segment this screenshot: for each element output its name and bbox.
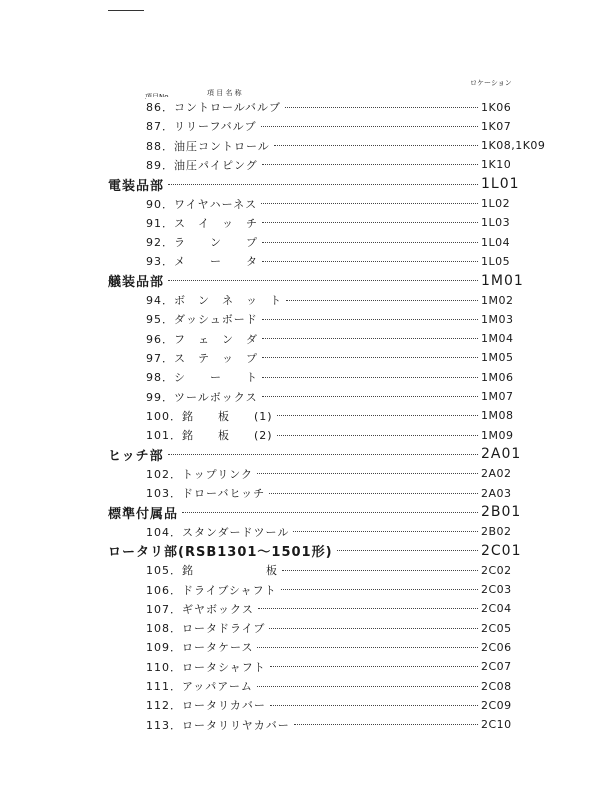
location-code: 1L05 xyxy=(481,254,511,268)
table-row xyxy=(0,290,612,310)
item-name: 94．ボ ン ネ ッ ト xyxy=(146,290,284,310)
location-code: 1M02 xyxy=(481,293,514,307)
table-row xyxy=(0,116,612,136)
location-code: 1M06 xyxy=(481,370,514,384)
table-row xyxy=(0,97,612,117)
dot-leader xyxy=(262,329,478,349)
item-name: 93．メ ー タ xyxy=(146,251,260,271)
dot-leader xyxy=(262,232,478,252)
section-row xyxy=(0,174,612,194)
item-name: 113．ロータリリヤカバー xyxy=(146,715,292,735)
section-row xyxy=(0,271,612,291)
dot-leader xyxy=(182,502,478,522)
dot-leader xyxy=(270,657,478,677)
table-row xyxy=(0,136,612,156)
item-name: 87．リリーフバルブ xyxy=(146,116,259,136)
table-row xyxy=(0,406,612,426)
location-code: 1K08,1K09 xyxy=(481,139,546,153)
location-code: 1K07 xyxy=(481,119,512,133)
header-location: ロケーション xyxy=(470,79,512,87)
dot-leader xyxy=(269,618,478,638)
item-name: 104．スタンダードツール xyxy=(146,522,291,542)
table-row xyxy=(0,348,612,368)
location-code: 2A03 xyxy=(481,486,512,500)
item-name: 91．ス イ ッ チ xyxy=(146,213,260,233)
item-name: 102．トップリンク xyxy=(146,464,255,484)
item-name: 106．ドライブシャフト xyxy=(146,580,279,600)
dot-leader xyxy=(168,174,478,194)
dot-leader xyxy=(261,116,478,136)
location-code: 2A02 xyxy=(481,467,512,481)
dot-leader xyxy=(293,522,478,542)
table-row xyxy=(0,657,612,677)
item-name: 97．ス テ ッ プ xyxy=(146,348,260,368)
dot-leader xyxy=(262,348,478,368)
dot-leader xyxy=(277,425,478,445)
location-code: 1M08 xyxy=(481,409,514,423)
dot-leader xyxy=(262,251,478,271)
location-code: 1M09 xyxy=(481,428,514,442)
section-title: 艤装品部 xyxy=(108,271,166,291)
table-row xyxy=(0,213,612,233)
table-row xyxy=(0,387,612,407)
table-row xyxy=(0,464,612,484)
dot-leader xyxy=(168,444,478,464)
dot-leader xyxy=(285,97,478,117)
dot-leader xyxy=(277,406,478,426)
section-row xyxy=(0,444,612,464)
table-row xyxy=(0,637,612,657)
location-code: 2C02 xyxy=(481,563,512,577)
location-code: 1L02 xyxy=(481,197,511,210)
dot-leader xyxy=(286,290,478,310)
table-row xyxy=(0,367,612,387)
item-name: 109．ロータケース xyxy=(146,637,255,657)
location-code: 2A01 xyxy=(481,446,522,463)
dot-leader xyxy=(257,637,478,657)
item-name: 95．ダッシュボード xyxy=(146,309,260,329)
section-row xyxy=(0,541,612,561)
location-code: 2B01 xyxy=(481,504,522,521)
dot-leader xyxy=(257,464,478,484)
dot-leader xyxy=(281,580,478,600)
table-row xyxy=(0,251,612,271)
item-name: 111．アッパアーム xyxy=(146,676,255,696)
dot-leader xyxy=(262,387,478,407)
table-row xyxy=(0,618,612,638)
dot-leader xyxy=(257,676,478,696)
table-row xyxy=(0,329,612,349)
location-code: 2C10 xyxy=(481,718,512,732)
location-code: 2C03 xyxy=(481,583,512,596)
location-code: 2C07 xyxy=(481,660,512,674)
item-name: 88．油圧コントロール xyxy=(146,136,272,156)
section-title: ロータリ部(RSB1301～1501形) xyxy=(108,541,335,561)
location-code: 1M03 xyxy=(481,312,514,326)
item-name: 99．ツールボックス xyxy=(146,387,260,407)
location-code: 1M04 xyxy=(481,332,514,346)
location-code: 1L01 xyxy=(481,176,520,193)
table-row xyxy=(0,522,612,542)
item-name: 110．ロータシャフト xyxy=(146,657,268,677)
location-code: 2C06 xyxy=(481,640,512,654)
item-name: 108．ロータドライブ xyxy=(146,618,267,638)
section-title: 電装品部 xyxy=(108,174,166,194)
dot-leader xyxy=(294,715,478,735)
dot-leader xyxy=(262,155,478,175)
table-row xyxy=(0,232,612,252)
table-row xyxy=(0,309,612,329)
table-row xyxy=(0,676,612,696)
item-name: 112．ロータリカバー xyxy=(146,695,268,715)
item-name: 107．ギヤボックス xyxy=(146,599,256,619)
dot-leader xyxy=(262,367,478,387)
dot-leader xyxy=(262,309,478,329)
location-code: 1K06 xyxy=(481,100,512,114)
section-row xyxy=(0,502,612,522)
item-name: 89．油圧パイピング xyxy=(146,155,260,175)
location-code: 1K10 xyxy=(481,158,512,172)
dot-leader xyxy=(337,541,478,561)
table-row xyxy=(0,483,612,503)
table-row xyxy=(0,599,612,619)
dot-leader xyxy=(261,194,478,214)
location-code: 2B02 xyxy=(481,525,512,539)
table-row xyxy=(0,580,612,600)
location-code: 1M05 xyxy=(481,351,514,365)
table-row xyxy=(0,194,612,214)
location-code: 2C09 xyxy=(481,698,512,712)
table-row xyxy=(0,560,612,580)
item-name: 86．コントロールバルブ xyxy=(146,97,283,117)
section-title: 標準付属品 xyxy=(108,502,180,522)
location-code: 2C05 xyxy=(481,621,512,635)
dot-leader xyxy=(258,599,478,619)
top-rule xyxy=(108,10,144,11)
location-code: 2C08 xyxy=(481,679,512,693)
item-name: 98．シ ー ト xyxy=(146,367,260,387)
location-code: 2C01 xyxy=(481,542,522,559)
location-code: 1L04 xyxy=(481,235,511,249)
section-title: ヒッチ部 xyxy=(108,444,166,464)
item-name: 103．ドローバヒッチ xyxy=(146,483,267,503)
header-item-name: 項 目 名 称 xyxy=(207,89,242,97)
item-name: 105．銘 板 xyxy=(146,560,280,580)
item-name: 92．ラ ン プ xyxy=(146,232,260,252)
location-code: 2C04 xyxy=(481,602,512,616)
location-code: 1M07 xyxy=(481,390,514,403)
table-row xyxy=(0,425,612,445)
location-code: 1L03 xyxy=(481,216,511,230)
dot-leader xyxy=(269,483,478,503)
item-name: 90．ワイヤハーネス xyxy=(146,194,259,214)
table-row xyxy=(0,155,612,175)
dot-leader xyxy=(262,213,478,233)
dot-leader xyxy=(270,695,478,715)
table-row xyxy=(0,695,612,715)
item-name: 101．銘 板 (2) xyxy=(146,425,275,445)
dot-leader xyxy=(282,560,478,580)
table-row xyxy=(0,715,612,735)
dot-leader xyxy=(168,271,478,291)
item-name: 100．銘 板 (1) xyxy=(146,406,275,426)
location-code: 1M01 xyxy=(481,272,524,289)
item-name: 96．フ ェ ン ダ xyxy=(146,329,260,349)
dot-leader xyxy=(274,136,478,156)
